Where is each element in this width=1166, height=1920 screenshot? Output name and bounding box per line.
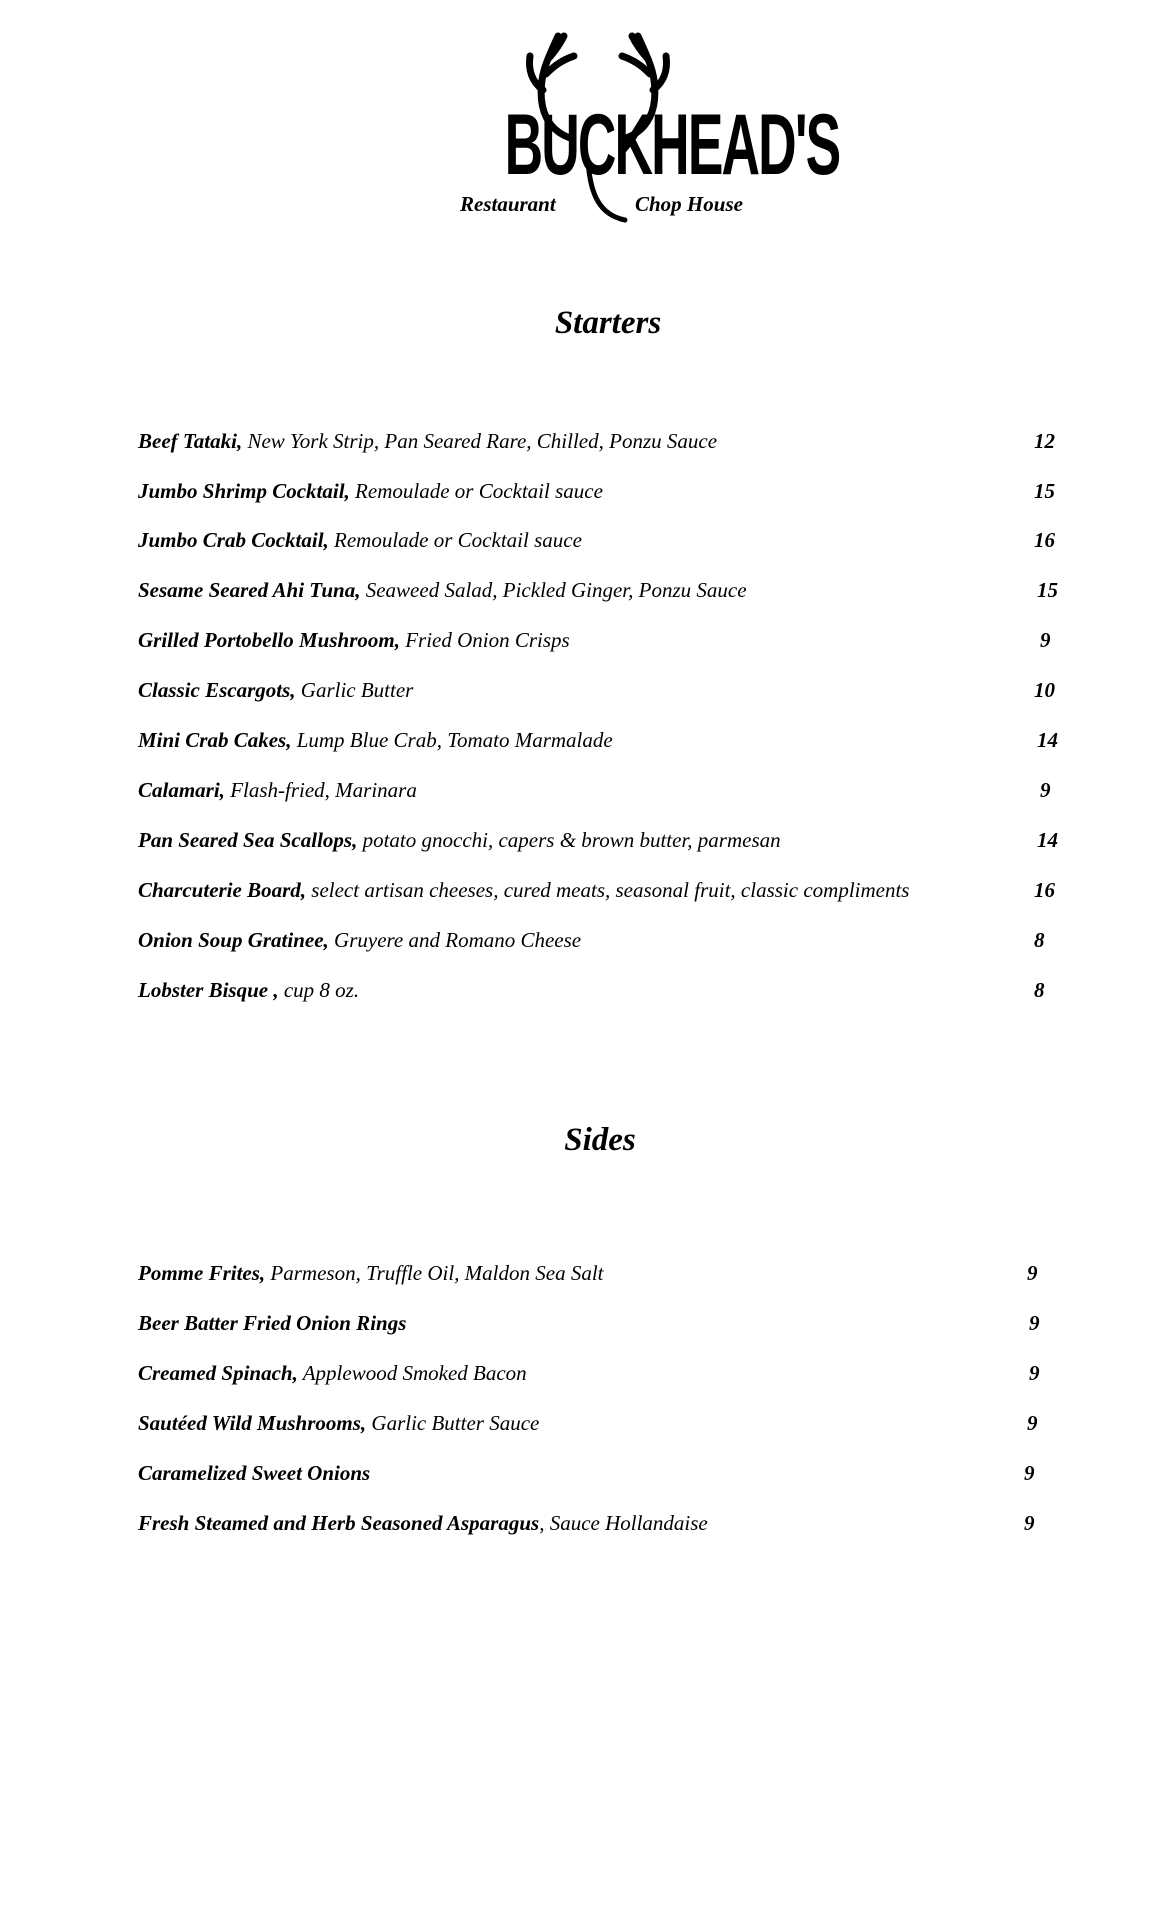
item-description: Applewood Smoked Bacon: [297, 1361, 527, 1385]
item-price: 9: [1027, 1261, 1038, 1285]
menu-item: [138, 880, 909, 901]
item-price: 8: [1034, 928, 1045, 952]
menu-item: [138, 780, 417, 801]
item-price: 9: [1027, 1411, 1038, 1435]
item-description: Remoulade or Cocktail sauce: [349, 479, 603, 503]
item-description: Remoulade or Cocktail sauce: [328, 528, 582, 552]
item-name: Grilled Portobello Mushroom,: [138, 628, 400, 652]
item-name: Caramelized Sweet Onions: [138, 1461, 371, 1485]
item-price: 16: [1034, 528, 1055, 552]
item-name: Charcuterie Board,: [138, 878, 307, 902]
item-description: , Sauce Hollandaise: [539, 1511, 708, 1535]
item-description: cup 8 oz.: [278, 978, 360, 1002]
item-name: Jumbo Crab Cocktail,: [138, 528, 329, 552]
menu-item: [138, 980, 359, 1001]
item-name: Mini Crab Cakes,: [138, 728, 292, 752]
item-description: select artisan cheeses, cured meats, seasonal fruit, classic compliments: [306, 878, 910, 902]
item-description: Fried Onion Crisps: [399, 628, 570, 652]
starters-title: Starters: [554, 305, 662, 341]
item-name: Pomme Frites,: [138, 1261, 266, 1285]
item-description: Garlic Butter: [295, 678, 414, 702]
item-name: Creamed Spinach,: [138, 1361, 298, 1385]
item-price: 10: [1034, 678, 1055, 702]
sides-title: Sides: [564, 1122, 636, 1158]
menu-item: [138, 930, 581, 951]
menu-item: [138, 530, 582, 551]
item-price: 12: [1034, 429, 1055, 453]
item-name: Sesame Seared Ahi Tuna,: [138, 578, 361, 602]
menu-item: [138, 1413, 539, 1434]
item-price: 9: [1029, 1311, 1040, 1335]
item-price: 9: [1024, 1461, 1035, 1485]
menu-item: [138, 730, 613, 751]
item-name: Beer Batter Fried Onion Rings: [138, 1311, 407, 1335]
item-name: Sautéed Wild Mushrooms,: [138, 1411, 367, 1435]
item-price: 15: [1034, 479, 1055, 503]
item-price: 9: [1024, 1511, 1035, 1535]
item-name: Classic Escargots,: [138, 678, 296, 702]
logo-caption-chop-house: Chop House: [635, 192, 743, 216]
menu-item: [138, 630, 570, 651]
item-name: Fresh Steamed and Herb Seasoned Asparagus: [138, 1511, 540, 1535]
item-name: Onion Soup Gratinee,: [138, 928, 329, 952]
menu-item: [138, 830, 781, 851]
menu-item: [138, 431, 717, 452]
menu-item: [138, 481, 603, 502]
item-price: 16: [1034, 878, 1055, 902]
menu-item: [138, 1463, 370, 1484]
item-name: Pan Seared Sea Scallops,: [138, 828, 358, 852]
restaurant-logo: [420, 30, 840, 230]
item-price: 9: [1040, 628, 1051, 652]
item-name: Beef Tataki,: [138, 429, 243, 453]
item-description: Parmeson, Truffle Oil, Maldon Sea Salt: [265, 1261, 604, 1285]
item-price: 15: [1037, 578, 1058, 602]
item-price: 9: [1029, 1361, 1040, 1385]
item-name: Lobster Bisque ,: [138, 978, 279, 1002]
item-price: 14: [1037, 728, 1058, 752]
item-price: 9: [1040, 778, 1051, 802]
item-description: New York Strip, Pan Seared Rare, Chilled, Ponzu Sauce: [242, 429, 718, 453]
menu-item: [138, 1313, 406, 1334]
item-description: Lump Blue Crab, Tomato Marmalade: [291, 728, 613, 752]
item-description: Garlic Butter Sauce: [366, 1411, 540, 1435]
item-description: Gruyere and Romano Cheese: [328, 928, 582, 952]
item-price: 14: [1037, 828, 1058, 852]
item-price: 8: [1034, 978, 1045, 1002]
item-description: Seaweed Salad, Pickled Ginger, Ponzu Sauce: [360, 578, 747, 602]
item-description: Flash-fried, Marinara: [224, 778, 417, 802]
item-name: Calamari,: [138, 778, 225, 802]
menu-item: [138, 680, 413, 701]
item-name: Jumbo Shrimp Cocktail,: [138, 479, 350, 503]
logo-caption-restaurant: Restaurant: [460, 192, 556, 216]
logo-wordmark: BUCKHEAD'S: [504, 97, 840, 193]
menu-item: [138, 1363, 527, 1384]
item-description: potato gnocchi, capers & brown butter, parmesan: [357, 828, 781, 852]
menu-item: [138, 580, 747, 601]
menu-item: [138, 1513, 708, 1534]
menu-item: [138, 1263, 604, 1284]
